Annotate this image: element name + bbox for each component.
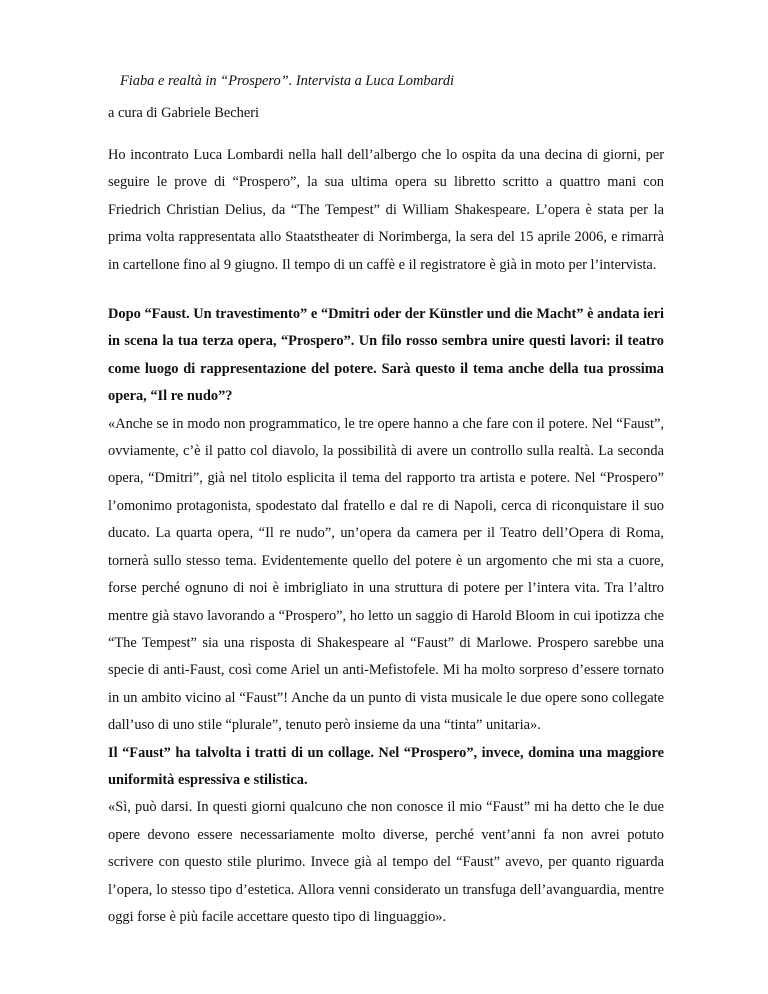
document-title: Fiaba e realtà in “Prospero”. Intervista a Luca Lombardi (120, 73, 455, 89)
document-page (108, 72, 664, 931)
intro-paragraph: Ho incontrato Luca Lombardi nella hall dell’albergo che lo ospita da una decina di giorni, per seguire le prove di “Prospero”, la sua ultima opera su libretto scritto a quattro mani con Friedrich Christian Delius, da “The Tempest” di William Shakespeare. L’opera è stata per la prima volta rappresentata allo Staatstheater di Norimberga, la sera del 15 aprile 2006, e rimarrà in cartellone fino al 9 giugno. Il tempo di un caffè e il registratore è già in moto per l’intervista. (108, 147, 664, 273)
question-1: Dopo “Faust. Un travestimento” e “Dmitri oder der Künstler und die Macht” è andata ieri in scena la tua terza opera, “Prospero”. Un filo rosso sembra unire questi lavori: il teatro come luogo di rappresentazione del potere. Sarà questo il tema anche della tua prossima opera, “Il re nudo”? (108, 306, 664, 405)
answer-2: «Sì, può darsi. In questi giorni qualcuno che non conosce il mio “Faust” mi ha detto che le due opere devono essere necessariamente molto diverse, perché vent’anni fa non avrei potuto scrivere con questo stile plurimo. Invece già al tempo del “Faust” avevo, per quanto riguarda l’opera, lo stesso tipo d’estetica. Allora venni considerato un transfuga dell’avanguardia, mentre oggi forse è più facile accettare questo tipo di linguaggio». (108, 799, 664, 925)
document-curator: a cura di Gabriele Becheri (108, 105, 260, 121)
answer-1: «Anche se in modo non programmatico, le tre opere hanno a che fare con il potere. Nel “Faust”, ovviamente, c’è il patto col diavolo, la possibilità di avere un controllo sulla realtà. La seconda opera, “Dmitri”, già nel titolo esplicita il tema del rapporto tra artista e potere. Nel “Prospero” l’omonimo protagonista, spodestato dal fratello e dal re di Napoli, cerca di riconquistare il suo ducato. La quarta opera, “Il re nudo”, un’opera da camera per il Teatro dell’Opera di Roma, tornerà sullo stesso tema. Evidentemente quello del potere è un argomento che mi sta a cuore, forse perché ognuno di noi è imbrigliato in una struttura di potere per l’intera vita. Tra l’altro mentre già stavo lavorando a “Prospero”, ho letto un saggio di Harold Bloom in cui ipotizza che “The Tempest” sia una risposta di Shakespeare al “Faust” di Marlowe. Prospero sarebbe una specie di anti-Faust, così come Ariel un anti-Mefistofele. Mi ha molto sorpreso d’essere tornato in un ambito vicino al “Faust”! Anche da un punto di vista musicale le due opere sono collegate dall’uso di uno stile “plurale”, tenuto però insieme da una “tinta” unitaria». (108, 415, 664, 734)
question-2: Il “Faust” ha talvolta i tratti di un collage. Nel “Prospero”, invece, domina una maggiore uniformità espressiva e stilistica. (108, 744, 664, 788)
